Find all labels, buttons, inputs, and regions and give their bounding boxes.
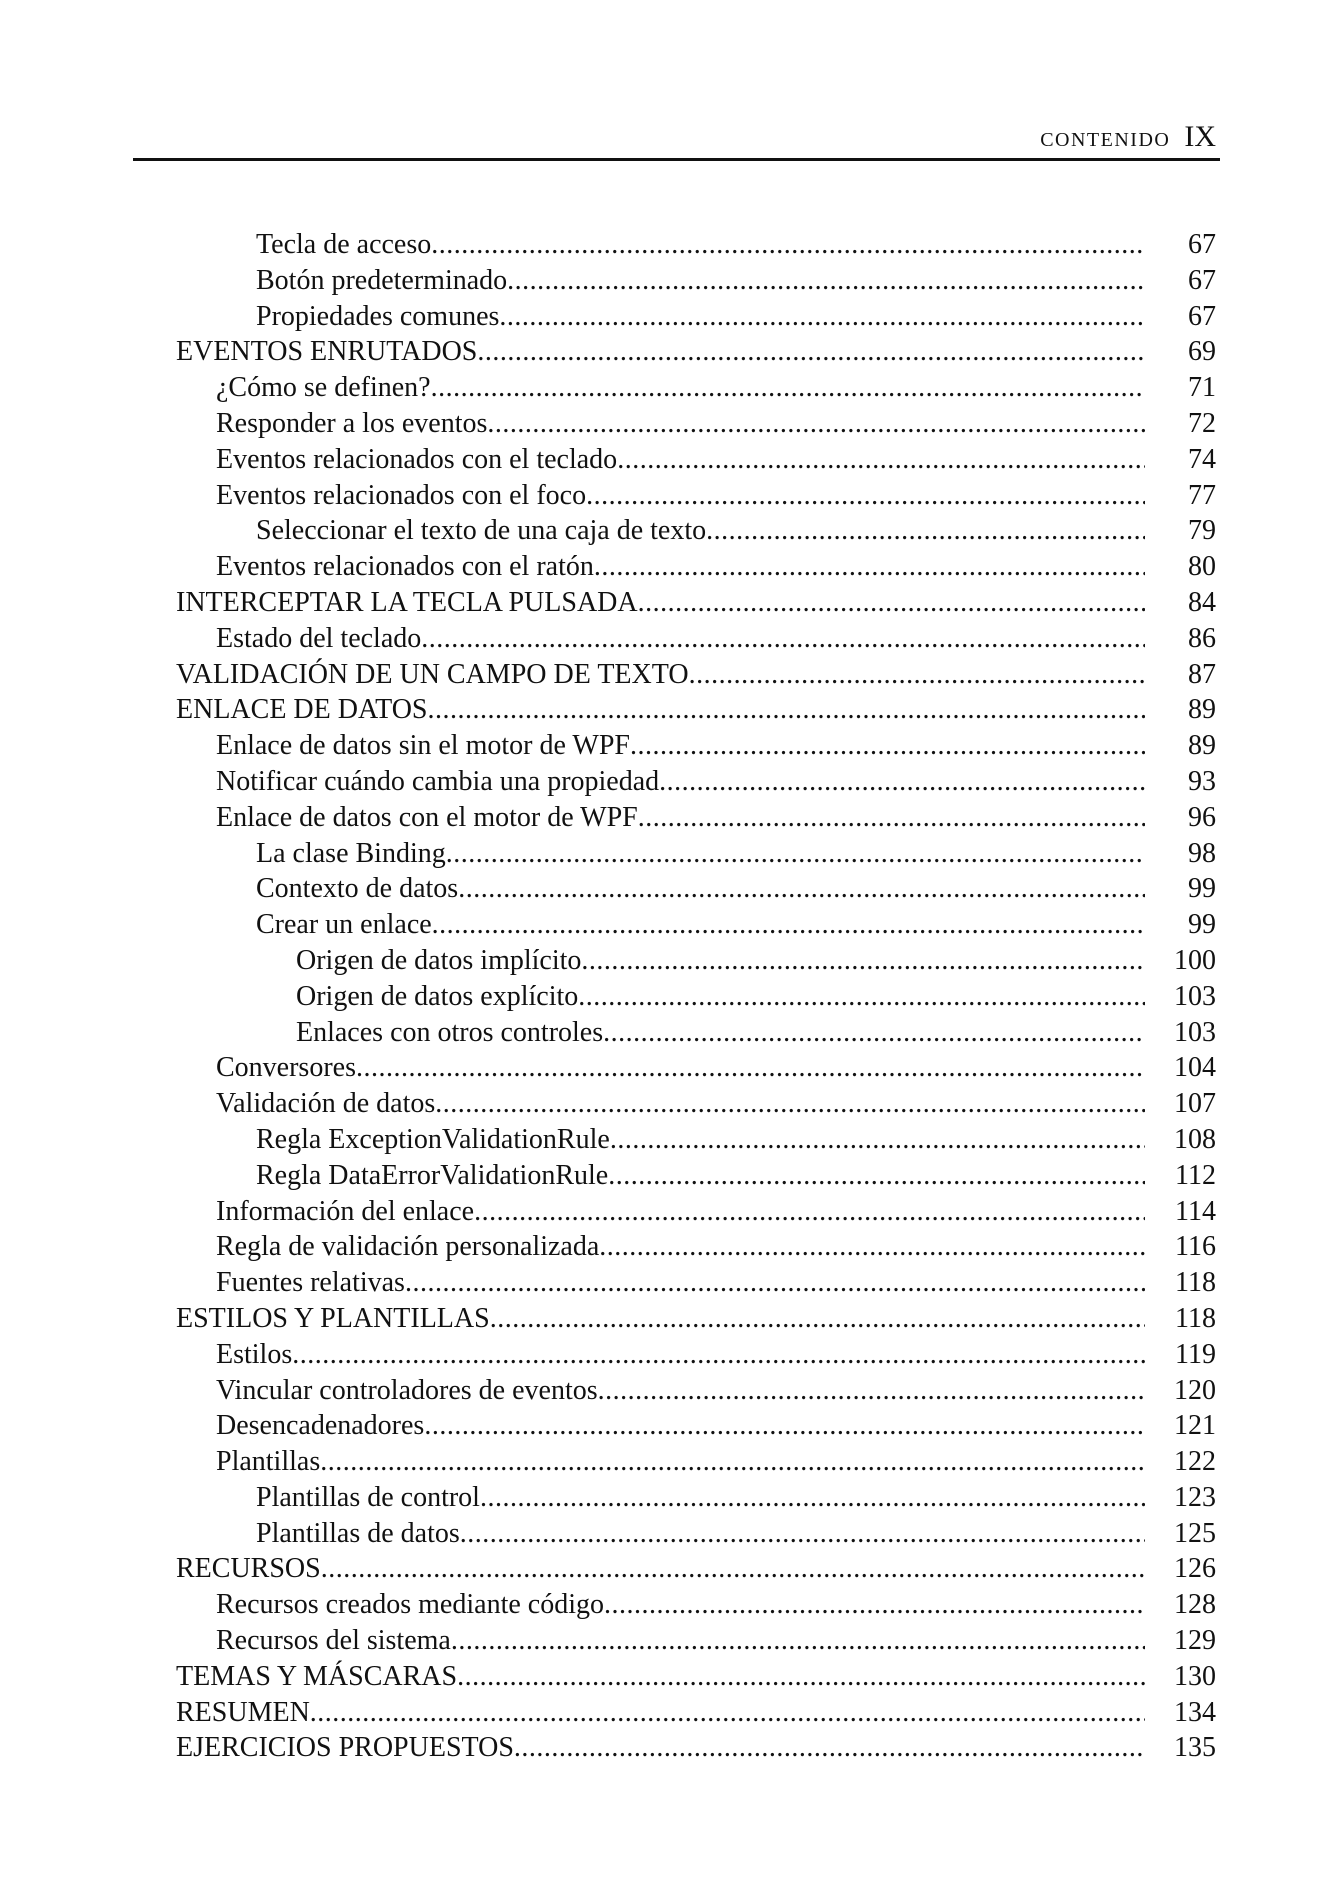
toc-entry [133,764,1220,800]
toc-entry-line [216,764,1145,800]
toc-entry-page-number: 135 [1174,1732,1216,1764]
toc-entry-line [216,1408,1145,1444]
toc-entry-title: Plantillas de datos [256,1517,460,1549]
toc-entry-line [296,979,1145,1015]
toc-entry-line [216,406,1145,442]
running-header [133,118,1220,161]
toc-entry [133,478,1220,514]
header-section-title: CONTENIDO [1040,129,1171,151]
toc-entry-line [176,1551,1145,1587]
toc-entry-title: Desencadenadores [216,1410,425,1442]
toc-entry-line [216,478,1145,514]
toc-entry [133,1050,1220,1086]
table-of-contents [133,227,1220,1766]
toc-dot-leader [594,549,1145,585]
toc-dot-leader [432,907,1145,943]
toc-dot-leader [458,871,1145,907]
toc-entry-line [176,1301,1145,1337]
toc-entry [133,907,1220,943]
toc-entry-line [256,227,1145,263]
toc-entry-title: Notificar cuándo cambia una propiedad [216,765,660,797]
toc-entry-line [256,1516,1145,1552]
toc-entry [133,1086,1220,1122]
toc-entry [133,1122,1220,1158]
toc-dot-leader [424,1408,1145,1444]
toc-dot-leader [638,585,1145,621]
toc-entry-title: EJERCICIOS PROPUESTOS [176,1732,514,1764]
toc-entry-title: Información del enlace [216,1195,475,1227]
toc-entry-title: RECURSOS [176,1553,321,1585]
toc-entry [133,263,1220,299]
toc-entry [133,1158,1220,1194]
toc-entry-line [256,299,1145,335]
toc-entry-page-number: 116 [1175,1231,1216,1263]
toc-entry [133,692,1220,728]
toc-entry-title: Validación de datos [216,1088,436,1120]
toc-dot-leader [630,728,1145,764]
toc-entry [133,334,1220,370]
toc-entry [133,1480,1220,1516]
toc-entry-line [216,1623,1145,1659]
toc-entry [133,1444,1220,1480]
toc-entry [133,1695,1220,1731]
toc-entry-line [216,1587,1145,1623]
toc-entry [133,1265,1220,1301]
toc-entry-title: TEMAS Y MÁSCARAS [176,1660,458,1692]
toc-entry [133,1194,1220,1230]
toc-entry-page-number: 129 [1174,1625,1216,1657]
toc-entry-page-number: 77 [1188,479,1216,511]
toc-entry-title: Origen de datos explícito [296,980,579,1012]
toc-entry-title: Propiedades comunes [256,300,500,332]
toc-entry-page-number: 103 [1174,1016,1216,1048]
toc-entry-line [176,1695,1145,1731]
toc-entry-title: VALIDACIÓN DE UN CAMPO DE TEXTO [176,658,689,690]
toc-entry-page-number: 79 [1188,515,1216,547]
toc-entry-page-number: 103 [1174,980,1216,1012]
toc-entry [133,370,1220,406]
toc-entry-title: Vincular controladores de eventos [216,1374,598,1406]
toc-dot-leader [421,621,1145,657]
toc-entry-line [216,621,1145,657]
toc-dot-leader [638,800,1145,836]
toc-entry-title: Origen de datos implícito [296,944,582,976]
toc-entry [133,549,1220,585]
toc-dot-leader [477,334,1145,370]
toc-entry-line [176,692,1145,728]
toc-dot-leader [586,478,1145,514]
toc-entry [133,1015,1220,1051]
toc-entry-page-number: 100 [1174,944,1216,976]
toc-entry-title: ENLACE DE DATOS [176,694,428,726]
toc-entry-page-number: 123 [1174,1481,1216,1513]
toc-dot-leader [608,1158,1145,1194]
toc-entry-title: INTERCEPTAR LA TECLA PULSADA [176,586,638,618]
toc-entry-page-number: 104 [1174,1052,1216,1084]
header-right [1040,120,1216,154]
toc-dot-leader [507,263,1145,299]
toc-dot-leader [460,1516,1145,1552]
toc-dot-leader [292,1337,1145,1373]
toc-entry-line [256,513,1145,549]
toc-dot-leader [706,513,1145,549]
toc-dot-leader [603,1015,1145,1051]
toc-dot-leader [599,1229,1145,1265]
toc-entry-page-number: 114 [1175,1195,1216,1227]
header-page-number: IX [1184,120,1216,153]
toc-entry-line [176,334,1145,370]
toc-entry-page-number: 72 [1188,407,1216,439]
toc-dot-leader [474,1194,1145,1230]
toc-entry [133,1659,1220,1695]
toc-entry-title: Estado del teclado [216,622,422,654]
toc-dot-leader [487,406,1145,442]
toc-dot-leader [490,1301,1145,1337]
toc-entry-page-number: 118 [1175,1302,1216,1334]
toc-entry-line [216,1337,1145,1373]
toc-entry-title: Eventos relacionados con el ratón [216,551,594,583]
toc-entry-line [216,1444,1145,1480]
toc-entry-page-number: 84 [1188,586,1216,618]
toc-entry-line [216,728,1145,764]
toc-entry [133,836,1220,872]
toc-entry-line [176,657,1145,693]
toc-entry-line [216,549,1145,585]
toc-entry-title: Seleccionar el texto de una caja de texto [256,515,707,547]
toc-entry-page-number: 89 [1188,694,1216,726]
toc-entry-page-number: 86 [1188,622,1216,654]
toc-entry-line [296,1015,1145,1051]
toc-entry-line [256,1122,1145,1158]
toc-entry-page-number: 71 [1188,372,1216,404]
toc-entry [133,1587,1220,1623]
toc-entry [133,1373,1220,1409]
toc-entry-page-number: 121 [1174,1410,1216,1442]
toc-entry-page-number: 107 [1174,1088,1216,1120]
toc-entry-title: Plantillas [216,1446,321,1478]
toc-entry-line [256,263,1145,299]
toc-entry-title: Eventos relacionados con el foco [216,479,587,511]
toc-entry-page-number: 125 [1174,1517,1216,1549]
toc-entry-title: EVENTOS ENRUTADOS [176,336,478,368]
toc-entry-page-number: 119 [1175,1338,1216,1370]
toc-entry-title: Eventos relacionados con el teclado [216,443,618,475]
toc-entry-page-number: 130 [1174,1660,1216,1692]
toc-entry-page-number: 98 [1188,837,1216,869]
toc-entry-page-number: 67 [1188,229,1216,260]
toc-dot-leader [310,1695,1145,1731]
toc-entry-page-number: 87 [1188,658,1216,690]
toc-dot-leader [446,836,1145,872]
toc-entry-line [216,1194,1145,1230]
toc-entry-page-number: 89 [1188,730,1216,762]
toc-entry-title: Contexto de datos [256,873,459,905]
toc-entry-line [216,1086,1145,1122]
toc-entry-page-number: 67 [1188,264,1216,296]
toc-entry-line [256,907,1145,943]
toc-entry-page-number: 118 [1175,1267,1216,1299]
toc-entry [133,406,1220,442]
toc-dot-leader [457,1659,1145,1695]
toc-entry [133,1337,1220,1373]
toc-dot-leader [598,1373,1145,1409]
toc-entry-line [256,1480,1145,1516]
toc-entry-page-number: 126 [1174,1553,1216,1585]
toc-entry-title: Regla de validación personalizada [216,1231,600,1263]
toc-entry-title: Enlaces con otros controles [296,1016,604,1048]
toc-dot-leader [356,1050,1145,1086]
toc-entry-line [216,1050,1145,1086]
toc-entry-line [176,1730,1145,1766]
toc-dot-leader [431,370,1145,406]
toc-entry [133,1551,1220,1587]
toc-entry-line [176,585,1145,621]
toc-entry-title: RESUMEN [176,1696,310,1728]
toc-dot-leader [578,979,1145,1015]
toc-entry [133,1229,1220,1265]
toc-entry [133,442,1220,478]
toc-entry-line [296,943,1145,979]
toc-entry-title: Recursos creados mediante código [216,1589,604,1621]
toc-entry-line [256,1158,1145,1194]
toc-entry-page-number: 74 [1188,443,1216,475]
toc-entry-page-number: 122 [1174,1446,1216,1478]
toc-dot-leader [581,943,1145,979]
toc-entry-title: Enlace de datos con el motor de WPF [216,801,638,833]
toc-entry-title: Regla DataErrorValidationRule [256,1159,609,1191]
toc-dot-leader [321,1551,1145,1587]
toc-entry-page-number: 99 [1188,873,1216,905]
toc-entry-page-number: 93 [1188,765,1216,797]
toc-entry [133,1623,1220,1659]
toc-entry-page-number: 108 [1174,1123,1216,1155]
toc-entry [133,728,1220,764]
toc-entry [133,1516,1220,1552]
toc-entry-title: Fuentes relativas [216,1267,405,1299]
toc-entry-line [216,1265,1145,1301]
toc-entry-title: Conversores [216,1052,356,1084]
toc-entry [133,943,1220,979]
toc-entry-title: Regla ExceptionValidationRule [256,1123,610,1155]
toc-entry-title: Tecla de acceso [256,229,432,260]
toc-dot-leader [610,1122,1145,1158]
toc-entry-title: Crear un enlace [256,909,432,941]
toc-dot-leader [451,1623,1145,1659]
toc-entry-title: ¿Cómo se definen? [216,372,431,404]
toc-entry [133,585,1220,621]
toc-entry-line [216,1373,1145,1409]
toc-entry-title: Recursos del sistema [216,1625,451,1657]
toc-entry-line [176,1659,1145,1695]
toc-dot-leader [659,764,1145,800]
toc-dot-leader [320,1444,1145,1480]
toc-dot-leader [405,1265,1145,1301]
toc-entry [133,1730,1220,1766]
toc-entry [133,299,1220,335]
toc-entry-line [216,1229,1145,1265]
toc-dot-leader [499,299,1145,335]
toc-entry-page-number: 69 [1188,336,1216,368]
toc-entry [133,1301,1220,1337]
toc-dot-leader [689,657,1145,693]
toc-entry-page-number: 67 [1188,300,1216,332]
toc-entry-title: Enlace de datos sin el motor de WPF [216,730,630,762]
toc-entry [133,1408,1220,1444]
toc-dot-leader [427,692,1145,728]
toc-dot-leader [431,227,1145,263]
toc-entry-page-number: 128 [1174,1589,1216,1621]
toc-entry [133,871,1220,907]
toc-entry-line [256,836,1145,872]
toc-entry-title: Estilos [216,1338,293,1370]
toc-entry-line [216,370,1145,406]
toc-dot-leader [514,1730,1145,1766]
toc-entry [133,513,1220,549]
toc-entry [133,979,1220,1015]
toc-entry-line [216,442,1145,478]
toc-entry-line [256,871,1145,907]
toc-entry-page-number: 99 [1188,909,1216,941]
toc-entry-page-number: 134 [1174,1696,1216,1728]
toc-entry-page-number: 80 [1188,551,1216,583]
toc-entry-title: Responder a los eventos [216,407,488,439]
toc-entry-title: Plantillas de control [256,1481,480,1513]
toc-entry-page-number: 120 [1174,1374,1216,1406]
toc-dot-leader [435,1086,1145,1122]
toc-entry [133,621,1220,657]
toc-entry-page-number: 96 [1188,801,1216,833]
toc-entry-title: Botón predeterminado [256,264,508,296]
toc-entry-title: ESTILOS Y PLANTILLAS [176,1302,490,1334]
toc-dot-leader [604,1587,1145,1623]
toc-entry-line [216,800,1145,836]
toc-dot-leader [480,1480,1145,1516]
toc-entry [133,800,1220,836]
toc-entry-title: La clase Binding [256,837,446,869]
toc-entry-page-number: 112 [1175,1159,1216,1191]
toc-dot-leader [617,442,1145,478]
toc-entry [133,657,1220,693]
toc-entry [133,227,1220,263]
